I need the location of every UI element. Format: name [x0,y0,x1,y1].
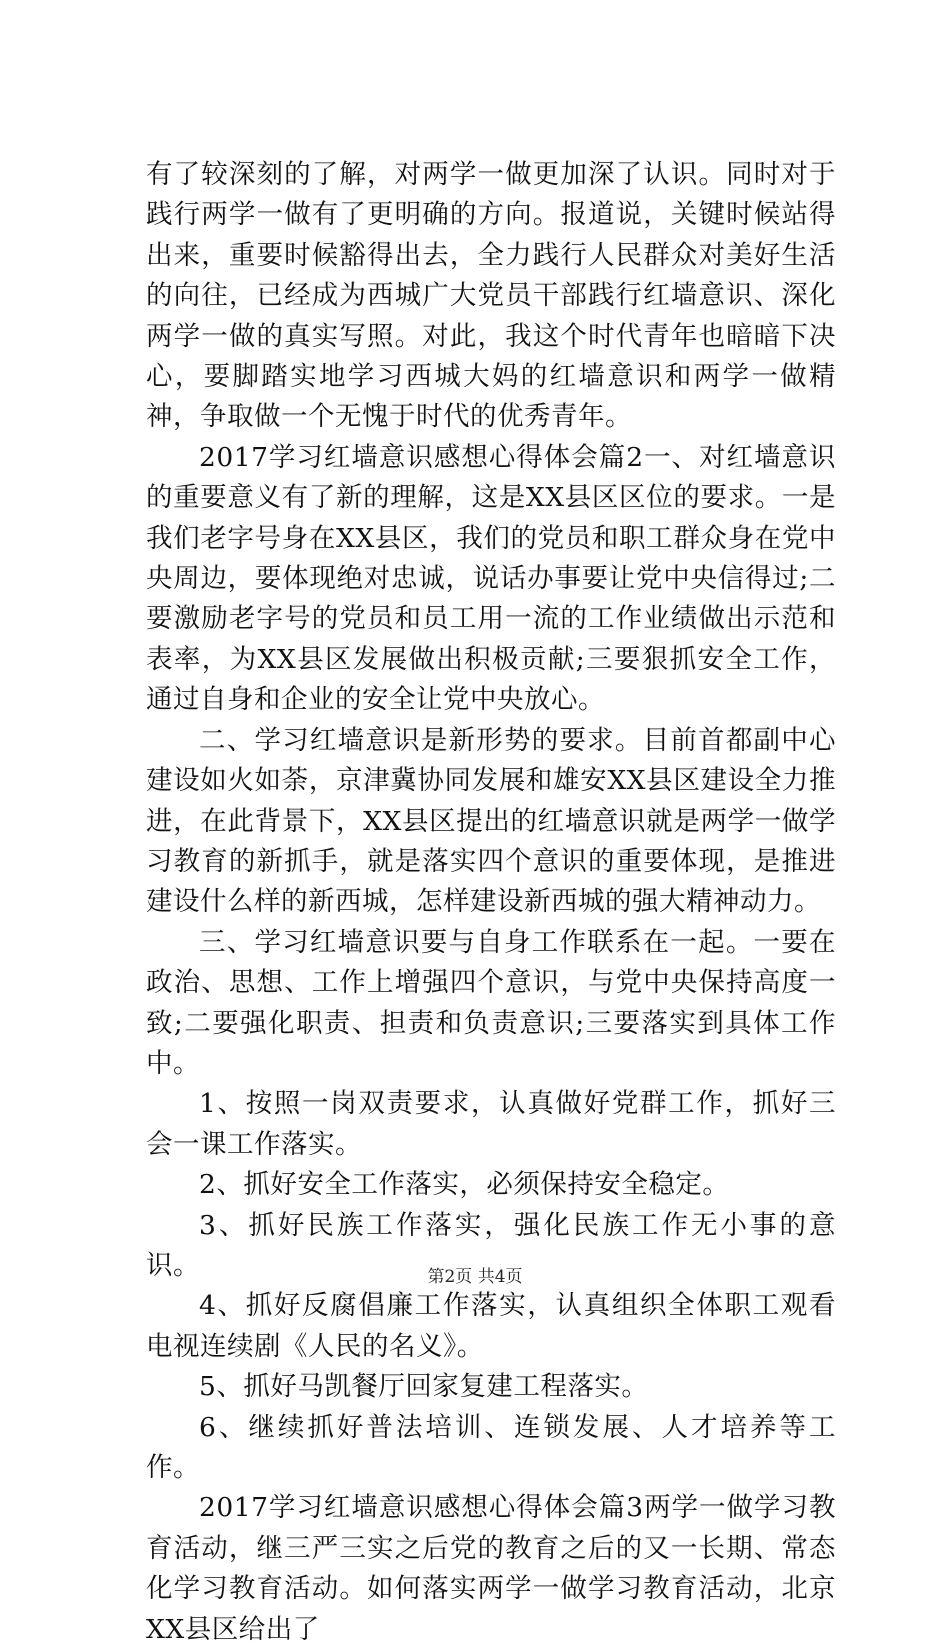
list-item-2: 2、抓好安全工作落实，必须保持安全稳定。 [199,1169,730,1201]
paragraph-article-2-intro: 2017学习红墙意识感想心得体会篇2一、对红墙意识的重要意义有了新的理解，这是XX县区区位的要求。一是我们老字号身在XX县区，我们的党员和职工群众身在党中央周边，要体现绝对忠诚，说话办事要让党中央信得过;二要激励老字号的党员和员工用一流的工作业绩做出示范和表率，为XX县区发展做出积极贡献;三要狠抓安全工作，通过自身和企业的安全让党中央放心。 [146,441,836,716]
list-item-3: 3、抓好民族工作落实，强化民族工作无小事的意识。 [146,1209,836,1281]
paragraph-point-3: 三、学习红墙意识要与自身工作联系在一起。一要在政治、思想、工作上增强四个意识，与党中央保持高度一致;二要强化职责、担责和负责意识;三要落实到具体工作中。 [146,926,836,1079]
list-item-4: 4、抓好反腐倡廉工作落实，认真组织全体职工观看电视连续剧《人民的名义》。 [146,1290,836,1362]
list-item-1: 1、按照一岗双责要求，认真做好党群工作，抓好三会一课工作落实。 [146,1088,836,1160]
paragraph-point-2: 二、学习红墙意识是新形势的要求。目前首都副中心建设如火如荼，京津冀协同发展和雄安XX县区建设全力推进，在此背景下，XX县区提出的红墙意识就是两学一做学习教育的新抓手，就是落实四个意识的重要体现，是推进建设什么样的新西城，怎样建设新西城的强大精神动力。 [146,724,836,918]
page-number-footer: 第2页 共4页 [427,1267,523,1287]
list-item-6: 6、继续抓好普法培训、连锁发展、人才培养等工作。 [146,1411,836,1483]
document-body [146,155,836,1650]
paragraph-continued: 有了较深刻的了解，对两学一做更加深了认识。同时对于践行两学一做有了更明确的方向。报道说，关键时候站得出来，重要时候豁得出去，全力践行人民群众对美好生活的向往，已经成为西城广大党员干部践行红墙意识、深化两学一做的真实写照。对此，我这个时代青年也暗暗下决心，要脚踏实地学习西城大妈的红墙意识和两学一做精神，争取做一个无愧于时代的优秀青年。 [146,159,836,433]
list-item-5: 5、抓好马凯餐厅回家复建工程落实。 [199,1371,649,1403]
paragraph-article-3-intro: 2017学习红墙意识感想心得体会篇3两学一做学习教育活动，继三严三实之后党的教育之后的又一长期、常态化学习教育活动。如何落实两学一做学习教育活动，北京XX县区给出了 [146,1492,836,1645]
